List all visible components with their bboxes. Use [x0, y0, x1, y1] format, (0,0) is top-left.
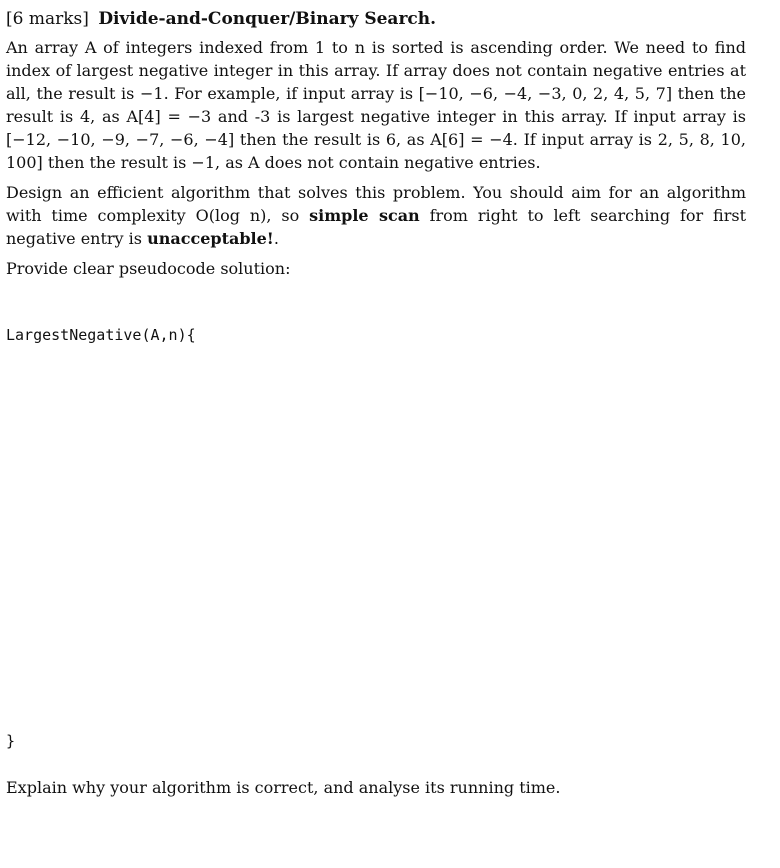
unacceptable-emphasis: unacceptable!: [147, 229, 274, 248]
efficiency-requirement: [6, 181, 746, 250]
question-heading: [6, 8, 746, 30]
problem-description: An array A of integers indexed from 1 to n is sorted is ascending order. We need to find index of largest negative integer in this array. If array does not contain negative entries at all, the result is −1. For example, if input array is [−10, −6, −4, −3, 0, 2, 4, 5, 7] then the result is 4, as A[4] = −3 and -3 is largest negative integer in this array. If input array is [−12, −10, −9, −7, −6, −4] then the result is 6, as A[6] = −4. If input array is 2, 5, 8, 10, 100] then the result is −1, as A does not contain negative entries.: [6, 38, 746, 172]
pseudocode-prompt: Provide clear pseudocode solution:: [6, 259, 291, 278]
simple-scan-emphasis: simple scan: [309, 206, 420, 225]
function-signature: LargestNegative(A,n){: [6, 326, 196, 344]
requirement-text-start: Design an efficient algorithm that solves this problem. You should aim for an algorithm with time complexity O(log n), so: [6, 183, 746, 225]
requirement-text-middle: from right to left searching for first negative entry is: [6, 206, 747, 248]
requirement-text-end: .: [273, 229, 279, 248]
function-closing-brace: }: [6, 732, 16, 750]
question-title: Divide-and-Conquer/Binary Search.: [98, 9, 437, 29]
marks-label: [6 marks]: [6, 9, 89, 29]
question-page: [6, 8, 747, 797]
analysis-prompt: Explain why your algorithm is correct, and analyse its running time.: [6, 778, 561, 797]
